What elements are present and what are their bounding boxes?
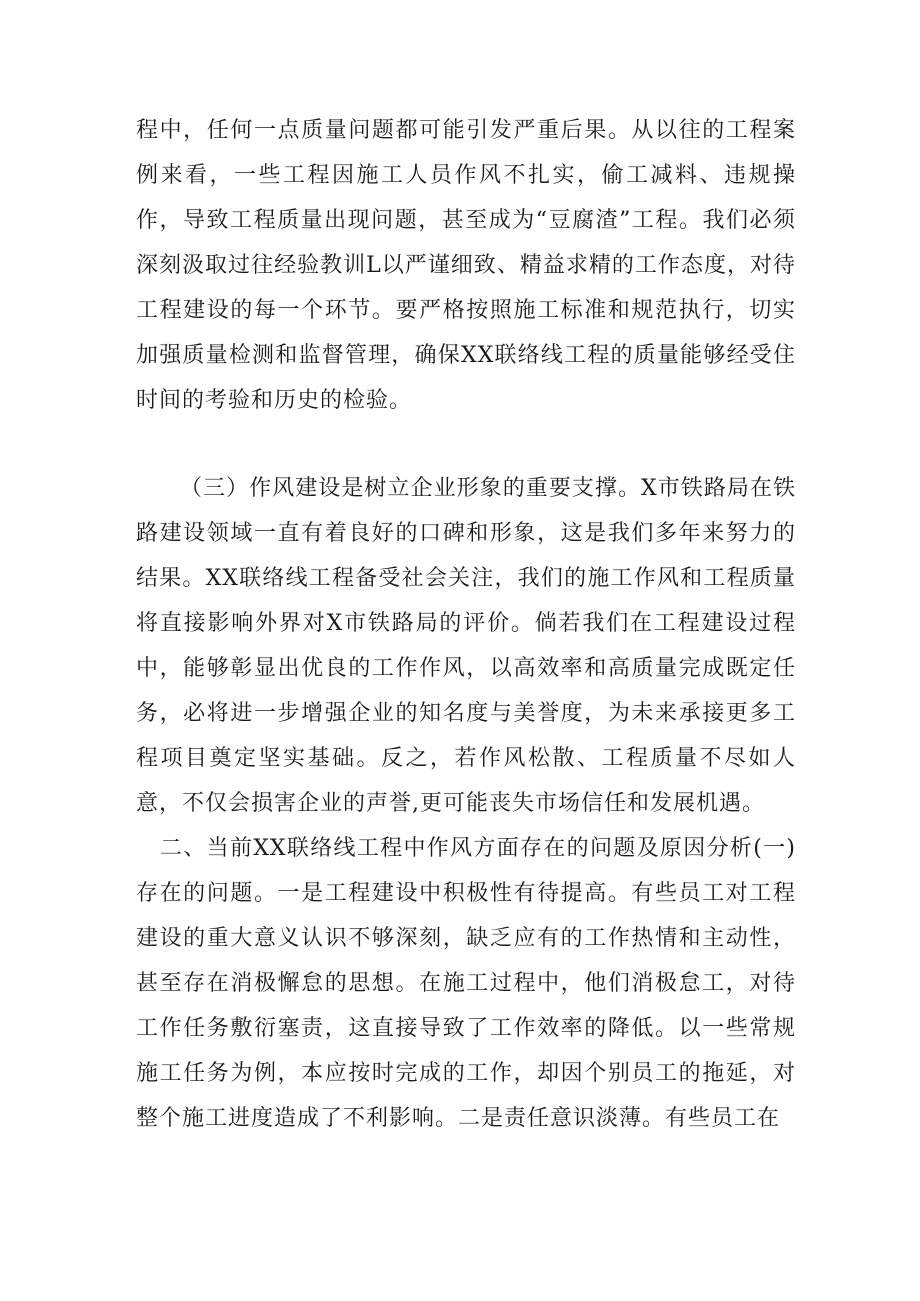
paragraph-problems-analysis [136,826,796,1141]
paragraph-text: 二、当前XX联络线工程中作风方面存在的问题及原因分析(一)存在的问题。一是工程建设中积极性有待提高。有些员工对工程建设的重大意义认识不够深刻，缺乏应有的工作热情和主动性，甚至存在消极懈怠的思想。在施工过程中，他们消极怠工，对待工作任务敷衍塞责，这直接导致了工作效率的降低。以一些常规施工任务为例，本应按时完成的工作，却因个别员工的拖延，对整个施工进度造成了不利影响。二是责任意识淡薄。有些员工在 [136,836,796,1131]
paragraph-text: （三）作风建设是树立企业形象的重要支撑。X市铁路局在铁路建设领域一直有着良好的口碑和形象，这是我们多年来努力的结果。XX联络线工程备受社会关注，我们的施工作风和工程质量将直接影响外界对X市铁路局的评价。倘若我们在工程建设过程中，能够彰显出优良的工作作风，以高效率和高质量完成既定任务，必将进一步增强企业的知名度与美誉度，为未来承接更多工程项目奠定坚实基础。反之，若作风松散、工程质量不尽如人意，不仅会损害企业的声誉,更可能丧失市场信任和发展机遇。 [136,476,796,816]
paragraph-corporate-image [136,466,796,826]
paragraph-quality-consequences [136,108,796,423]
paragraph-text: 程中，任何一点质量问题都可能引发严重后果。从以往的工程案例来看，一些工程因施工人员作风不扎实，偷工减料、违规操作，导致工程质量出现问题，甚至成为“豆腐渣”工程。我们必须深刻汲取过往经验教训L以严谨细致、精益求精的工作态度，对待工程建设的每一个环节。要严格按照施工标准和规范执行，切实加强质量检测和监督管理，确保XX联络线工程的质量能够经受住时间的考验和历史的检验。 [136,118,796,413]
